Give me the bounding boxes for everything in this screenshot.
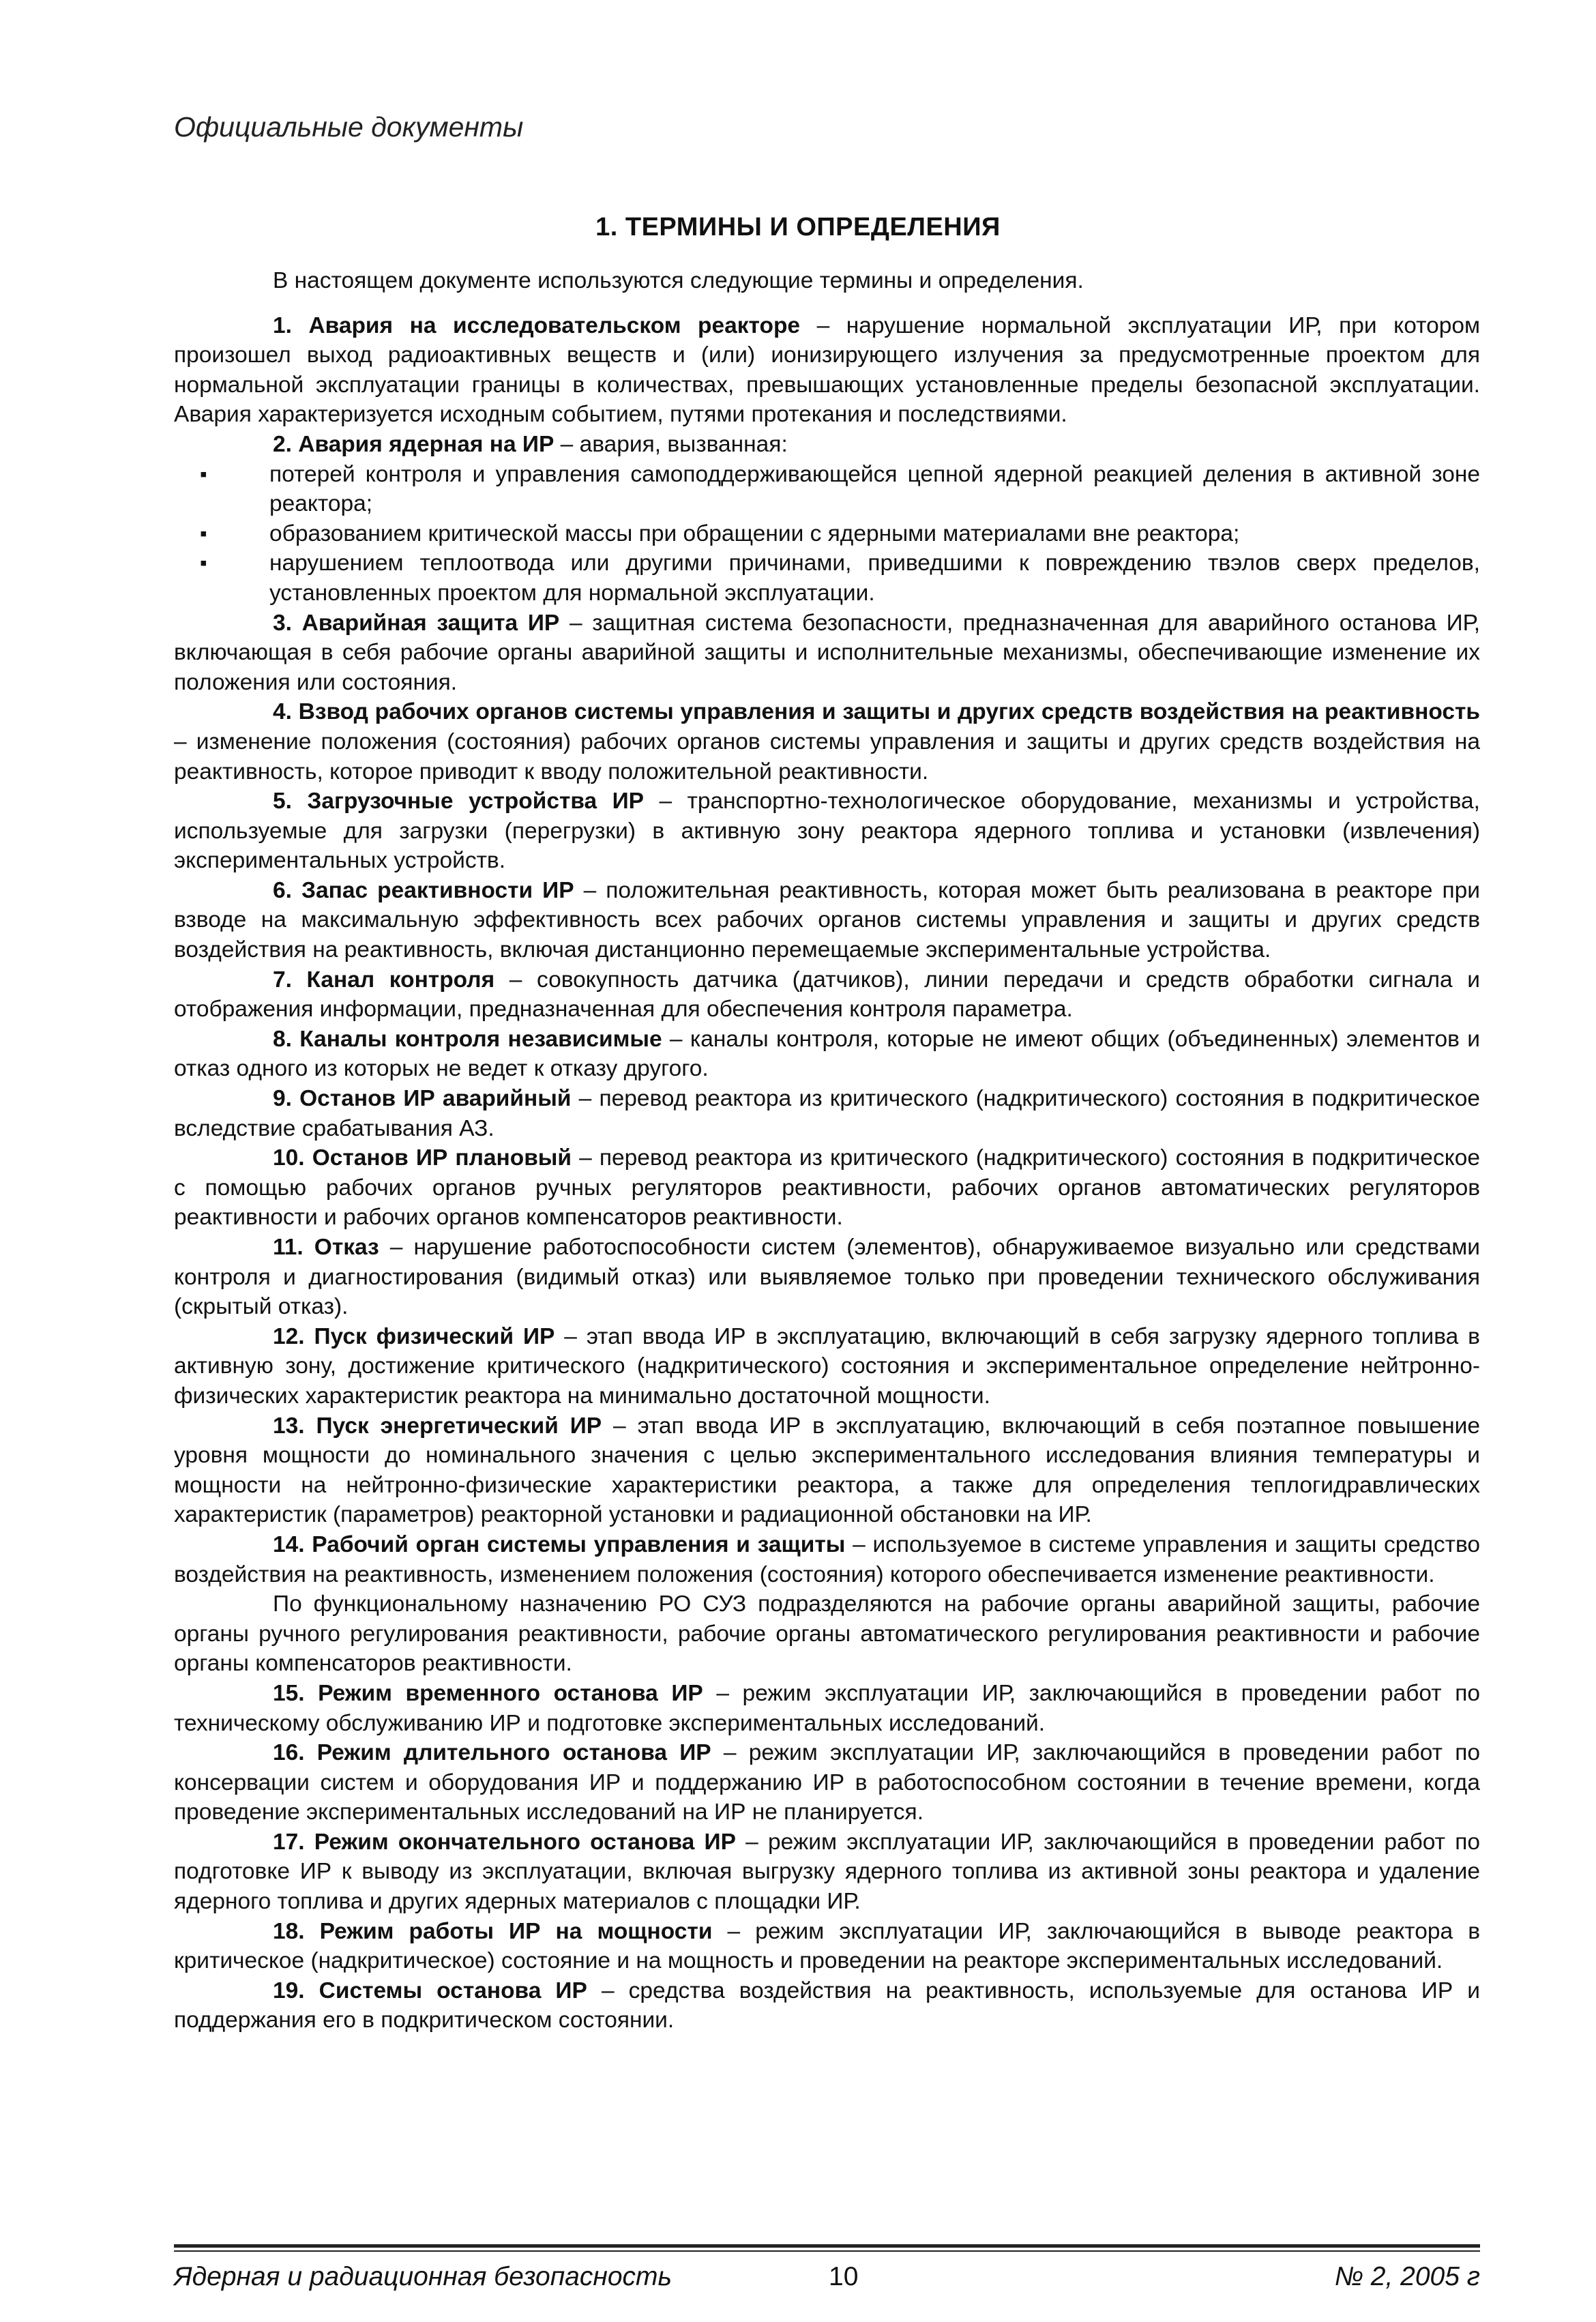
- term-definition: – режим эксплуатации ИР, заключающийся в выводе реактора в критическое (надкритическое) состояние и на мощность и проведении на реакторе экспериментальных исследований.: [174, 1918, 1480, 1974]
- section-title: 1. ТЕРМИНЫ И ОПРЕДЕЛЕНИЯ: [595, 213, 1001, 241]
- term-title: 15. Режим временного останова ИР: [273, 1680, 703, 1706]
- term-paragraph: [174, 1143, 1480, 1233]
- term-definition: – положительная реактивность, которая может быть реализована в реакторе при взводе на максимальную эффективность всех рабочих органов системы управления и защиты и других средств воздействия на реактивность, включая дистанционно перемещаемые экспериментальные устройства.: [174, 877, 1480, 963]
- term-title: 5. Загрузочные устройства ИР: [273, 789, 645, 814]
- term-paragraph: [174, 1530, 1480, 1589]
- term-title: 19. Системы останова ИР: [273, 1978, 587, 2003]
- term-definition: – средства воздействия на реактивность, используемые для останова ИР и поддержания его в подкритическом состоянии.: [174, 1978, 1480, 2033]
- footer-issue: № 2, 2005 г: [1334, 2262, 1480, 2291]
- term-definition: – режим эксплуатации ИР, заключающийся в проведении работ по техническому обслуживанию ИР и подготовке экспериментальных исследований.: [174, 1680, 1480, 1736]
- term-title: 7. Канал контроля: [273, 967, 495, 993]
- term-title: 4. Взвод рабочих органов системы управления и защиты и других средств воздействия на реактивность: [273, 699, 1480, 725]
- term-definition: – каналы контроля, которые не имеют общих (объединенных) элементов и отказ одного из которых не ведет к отказу другого.: [174, 1026, 1480, 1082]
- term-paragraph: [174, 311, 1480, 430]
- term14-note: По функциональному назначению РО СУЗ подразделяются на рабочие органы аварийной защиты, рабочие органы ручного регулирования реактивности, рабочие органы автоматического регулирования реактивности и рабочие органы компенсаторов реактивности.: [174, 1591, 1480, 1677]
- page-footer: [174, 2244, 1480, 2319]
- term-paragraph: [174, 965, 1480, 1025]
- term-paragraph: [174, 1025, 1480, 1084]
- footer-journal-title: Ядерная и радиационная безопасность: [174, 2262, 673, 2291]
- footer-rule: [174, 2250, 1480, 2252]
- term-title: 6. Запас реактивности ИР: [273, 877, 574, 903]
- bullet-item: ▪ потерей контроля и управления самоподдерживающейся цепной ядерной реакцией деления в активной зоне реактора;: [269, 460, 1480, 519]
- term-paragraph: [174, 697, 1480, 787]
- intro-paragraph: В настоящем документе используются следующие термины и определения.: [273, 268, 1084, 293]
- term-title: 11. Отказ: [273, 1235, 379, 1260]
- term-definition: – режим эксплуатации ИР, заключающийся в проведении работ по подготовке ИР к выводу из эксплуатации, включая выгрузку ядерного топлива из активной зоны реактора и удаление ядерного топлива и других ядерных материалов с площадки ИР.: [174, 1829, 1480, 1915]
- term-paragraph: [174, 1084, 1480, 1143]
- term-title: 10. Останов ИР плановый: [273, 1145, 572, 1171]
- term-definition: – защитная система безопасности, предназначенная для аварийного останова ИР, включающая в себя рабочие органы аварийной защиты и исполнительные механизмы, обеспечивающие изменение их положения или состояния.: [174, 610, 1481, 695]
- document-body: [174, 266, 1480, 2036]
- footer-page-number: 10: [829, 2262, 859, 2291]
- term-paragraph: [174, 430, 1480, 460]
- term-definition: – нарушение работоспособности систем (элементов), обнаруживаемое визуально или средствами контроля и диагностирования (видимый отказ) или выявляемое только при проведении технического обслуживания (скрытый отказ).: [174, 1235, 1480, 1320]
- term-paragraph: [174, 1976, 1480, 2036]
- term-definition: – изменение положения (состояния) рабочих органов системы управления и защиты и других средств воздействия на реактивность, которое приводит к вводу положительной реактивности.: [174, 729, 1480, 784]
- term-title: 12. Пуск физический ИР: [273, 1323, 555, 1349]
- term-paragraph: [174, 1322, 1480, 1411]
- term-title: 14. Рабочий орган системы управления и защиты: [273, 1531, 846, 1557]
- term-paragraph: [174, 1827, 1480, 1917]
- term-definition: – перевод реактора из критического (надкритического) состояния в подкритическое вследствие срабатывания АЗ.: [174, 1086, 1480, 1141]
- term-definition: – авария, вызванная:: [554, 431, 788, 457]
- term-title: 17. Режим окончательного останова ИР: [273, 1829, 736, 1855]
- term-paragraph: [174, 1233, 1480, 1322]
- term-title: 16. Режим длительного останова ИР: [273, 1740, 711, 1766]
- term-title: 1. Авария на исследовательском реакторе: [273, 312, 801, 338]
- term-definition: – совокупность датчика (датчиков), линии передачи и средств обработки сигнала и отображения информации, предназначенная для обеспечения контроля параметра.: [174, 967, 1480, 1023]
- term-definition: – транспортно-технологическое оборудование, механизмы и устройства, используемые для загрузки (перегрузки) в активную зону реактора ядерного топлива и установки (извлечения) экспериментальных устройств.: [174, 789, 1480, 874]
- term-paragraph: [174, 1738, 1480, 1827]
- bullet-item: ▪ образованием критической массы при обращении с ядерными материалами вне реактора;: [269, 519, 1480, 549]
- bullet-item: ▪ нарушением теплоотвода или другими причинами, приведшими к повреждению твэлов сверх пределов, установленных проектом для нормальной эксплуатации.: [269, 548, 1480, 608]
- term-paragraph: [174, 608, 1480, 698]
- term-paragraph: [174, 1917, 1480, 1976]
- term-definition: – перевод реактора из критического (надкритического) состояния в подкритическое с помощью рабочих органов ручных регуляторов реактивности, рабочих органов автоматических регуляторов реактивности и рабочих органов компенсаторов реактивности.: [174, 1145, 1480, 1231]
- term-paragraph: [174, 876, 1480, 965]
- term-title: 9. Останов ИР аварийный: [273, 1086, 572, 1112]
- term-paragraph: [174, 1411, 1480, 1530]
- term-definition: – этап ввода ИР в эксплуатацию, включающий в себя загрузку ядерного топлива в активную зону, достижение критического (надкритического) состояния и экспериментальное определение нейтронно-физических характеристик реактора на минимально достаточной мощности.: [174, 1323, 1480, 1409]
- term-definition: – нарушение нормальной эксплуатации ИР, при котором произошел выход радиоактивных веществ и (или) ионизирующего излучения за предусмотренные проектом для нормальной эксплуатации границы в количествах, превышающих установленные пределы безопасной эксплуатации. Авария характеризуется исходным событием, путями протекания и последствиями.: [174, 312, 1480, 428]
- footer-rule: [174, 2244, 1480, 2248]
- term2-bullet-list: [174, 460, 1480, 608]
- term-definition: – этап ввода ИР в эксплуатацию, включающий в себя поэтапное повышение уровня мощности до номинального значения с целью экспериментального исследования влияния температуры и мощности на нейтронно-физические характеристики реактора, а также для определения теплогидравлических характеристик (параметров) реакторной установки и радиационной обстановки на ИР.: [174, 1413, 1480, 1528]
- term-title: 8. Каналы контроля независимые: [273, 1026, 662, 1052]
- term-definition: – режим эксплуатации ИР, заключающийся в проведении работ по консервации систем и оборудования ИР и поддержанию ИР в работоспособном состоянии в течение времени, когда проведение экспериментальных исследований на ИР не планируется.: [174, 1740, 1480, 1825]
- term-title: 2. Авария ядерная на ИР: [273, 431, 555, 457]
- running-header: Официальные документы: [174, 111, 524, 143]
- term-title: 18. Режим работы ИР на мощности: [273, 1918, 713, 1944]
- term-title: 13. Пуск энергетический ИР: [273, 1413, 602, 1439]
- term-paragraph: [174, 1679, 1480, 1738]
- term-definition: – используемое в системе управления и защиты средство воздействия на реактивность, изменением положения (состояния) которого обеспечивается изменение реактивности.: [174, 1531, 1480, 1587]
- term-title: 3. Аварийная защита ИР: [273, 610, 560, 636]
- term-paragraph: [174, 787, 1480, 876]
